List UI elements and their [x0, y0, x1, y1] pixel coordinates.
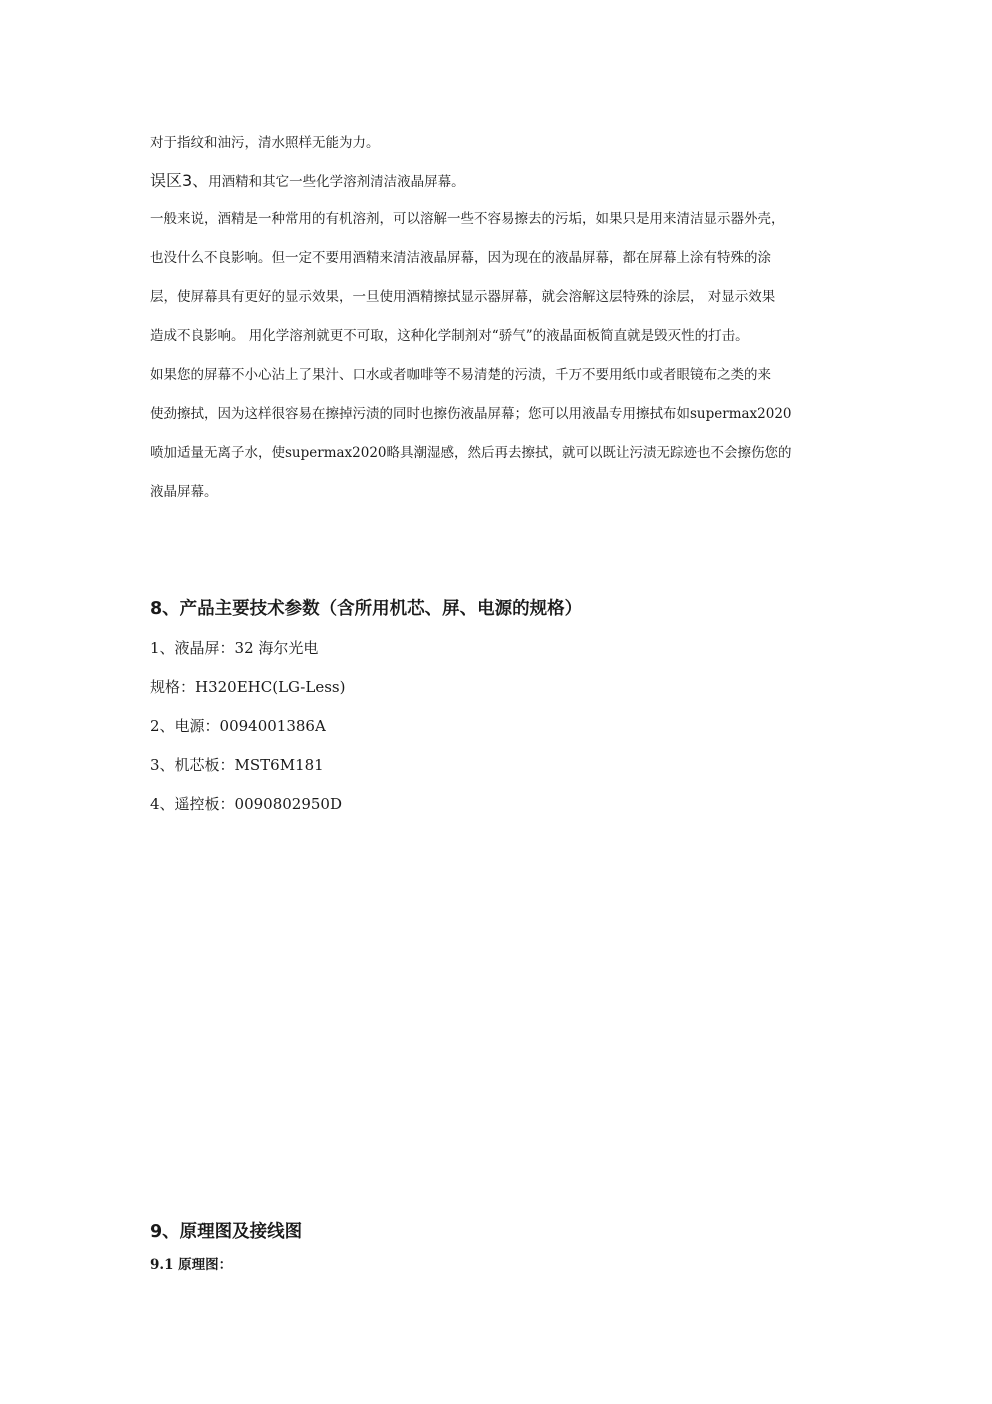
section9-title: 9、原理图及接线图 — [150, 1222, 303, 1242]
paragraph2-line: 液晶屏幕。 — [150, 484, 218, 500]
spec-item-mainboard: 3、机芯板：MST6M181 — [150, 756, 324, 774]
paragraph1-line: 层，使屏幕具有更好的显示效果，一旦使用酒精擦拭显示器屏幕，就会溶解这层特殊的涂层， 对显示效果 — [150, 289, 776, 305]
intro-line: 对于指纹和油污，清水照样无能为力。 — [150, 135, 380, 151]
myth3-title: 用酒精和其它一些化学溶剂清洁液晶屏幕。 — [208, 174, 465, 190]
paragraph2-line: 使劲擦拭，因为这样很容易在擦掉污渍的同时也擦伤液晶屏幕；您可以用液晶专用擦拭布如supermax2020 — [150, 406, 792, 422]
paragraph1-line: 也没什么不良影响。但一定不要用酒精来清洁液晶屏幕，因为现在的液晶屏幕，都在屏幕上涂有特殊的涂 — [150, 250, 771, 266]
paragraph1-line: 一般来说，酒精是一种常用的有机溶剂，可以溶解一些不容易擦去的污垢，如果只是用来清洁显示器外壳， — [150, 211, 785, 227]
myth3-heading — [150, 172, 465, 191]
paragraph2-line: 如果您的屏幕不小心沾上了果汁、口水或者咖啡等不易清楚的污渍，千万不要用纸巾或者眼镜布之类的来 — [150, 367, 771, 383]
spec-item-panel-model: 规格：H320EHC(LG-Less) — [150, 678, 346, 696]
paragraph2-line: 喷加适量无离子水，使supermax2020略具潮湿感，然后再去擦拭，就可以既让污渍无踪迹也不会擦伤您的 — [150, 445, 792, 461]
spec-item-remote: 4、遥控板：0090802950D — [150, 795, 343, 813]
spec-item-power: 2、电源：0094001386A — [150, 717, 326, 735]
section9-subtitle: 9.1 原理图： — [150, 1257, 233, 1273]
section8-title: 8、产品主要技术参数（含所用机芯、屏、电源的规格） — [150, 599, 583, 619]
paragraph1-line: 造成不良影响。 用化学溶剂就更不可取，这种化学制剂对“骄气”的液晶面板简直就是毁灭性的打击。 — [150, 328, 749, 344]
myth3-label: 误区3、 — [150, 171, 209, 190]
spec-item-panel: 1、液晶屏：32 海尔光电 — [150, 639, 319, 657]
